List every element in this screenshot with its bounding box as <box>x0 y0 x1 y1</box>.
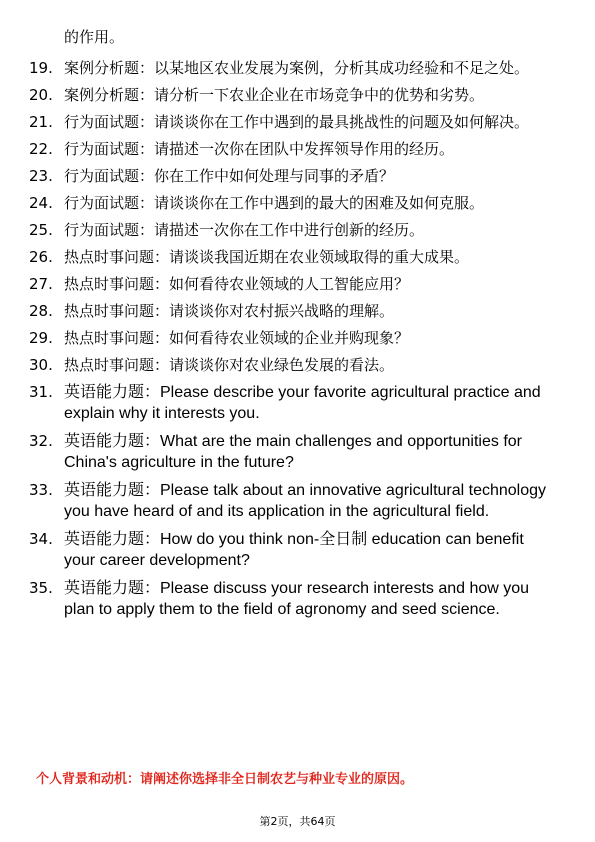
item-text: 热点时事问题：请谈谈我国近期在农业领域取得的重大成果。 <box>64 248 470 266</box>
item-number: 24. <box>29 194 53 212</box>
question-list <box>0 58 595 627</box>
list-item <box>0 166 595 186</box>
item-number: 21. <box>29 113 53 131</box>
item-number: 32. <box>29 432 53 450</box>
item-number: 31. <box>29 383 53 401</box>
item-number: 23. <box>29 167 53 185</box>
item-number: 29. <box>29 329 53 347</box>
list-item <box>0 382 595 424</box>
list-item <box>0 193 595 213</box>
motivation-note: 个人背景和动机：请阐述你选择非全日制农艺与种业专业的原因。 <box>36 772 414 787</box>
item-text: 英语能力题：What are the main challenges and opportunities for China's agriculture in the future? <box>64 433 522 471</box>
list-item <box>0 355 595 375</box>
list-item <box>0 112 595 132</box>
item-number: 22. <box>29 140 53 158</box>
item-number: 34. <box>29 530 53 548</box>
list-item <box>0 431 595 473</box>
page-footer: 第2页，共64页 <box>259 815 336 828</box>
item-number: 35. <box>29 579 53 597</box>
item-text: 案例分析题：请分析一下农业企业在市场竞争中的优势和劣势。 <box>64 86 485 104</box>
item-number: 27. <box>29 275 53 293</box>
item-text: 行为面试题：请谈谈你在工作中遇到的最具挑战性的问题及如何解决。 <box>64 113 530 131</box>
item-number: 19. <box>29 59 53 77</box>
item-number: 33. <box>29 481 53 499</box>
list-item <box>0 247 595 267</box>
item-text: 热点时事问题：请谈谈你对农业绿色发展的看法。 <box>64 356 395 374</box>
list-item <box>0 139 595 159</box>
item-text: 英语能力题：Please talk about an innovative agricultural technology you have heard of and its application in the agricultural field. <box>64 482 547 520</box>
item-text: 行为面试题：你在工作中如何处理与同事的矛盾？ <box>64 167 395 185</box>
item-text: 英语能力题：How do you think non-全日制 education can benefit your career development? <box>64 531 524 569</box>
item-text: 英语能力题：Please describe your favorite agricultural practice and explain why it interests you. <box>64 384 541 422</box>
item-text: 热点时事问题：请谈谈你对农村振兴战略的理解。 <box>64 302 395 320</box>
item-number: 20. <box>29 86 53 104</box>
item-text: 行为面试题：请描述一次你在工作中进行创新的经历。 <box>64 221 425 239</box>
item-text: 热点时事问题：如何看待农业领域的人工智能应用？ <box>64 275 410 293</box>
item-text: 案例分析题：以某地区农业发展为案例，分析其成功经验和不足之处。 <box>64 59 530 77</box>
item-text: 行为面试题：请谈谈你在工作中遇到的最大的困难及如何克服。 <box>64 194 485 212</box>
item-text: 英语能力题：Please discuss your research interests and how you plan to apply them to the field of agronomy and seed science. <box>64 580 530 618</box>
list-item <box>0 58 595 78</box>
item-text: 行为面试题：请描述一次你在团队中发挥领导作用的经历。 <box>64 140 455 158</box>
list-item <box>0 274 595 294</box>
list-item <box>0 578 595 620</box>
item-number: 26. <box>29 248 53 266</box>
continuation-text: 的作用。 <box>64 28 125 46</box>
list-item <box>0 529 595 571</box>
list-item <box>0 220 595 240</box>
list-item <box>0 85 595 105</box>
list-item <box>0 301 595 321</box>
item-number: 30. <box>29 356 53 374</box>
list-item <box>0 480 595 522</box>
list-item <box>0 328 595 348</box>
item-number: 28. <box>29 302 53 320</box>
item-number: 25. <box>29 221 53 239</box>
item-text: 热点时事问题：如何看待农业领域的企业并购现象？ <box>64 329 410 347</box>
